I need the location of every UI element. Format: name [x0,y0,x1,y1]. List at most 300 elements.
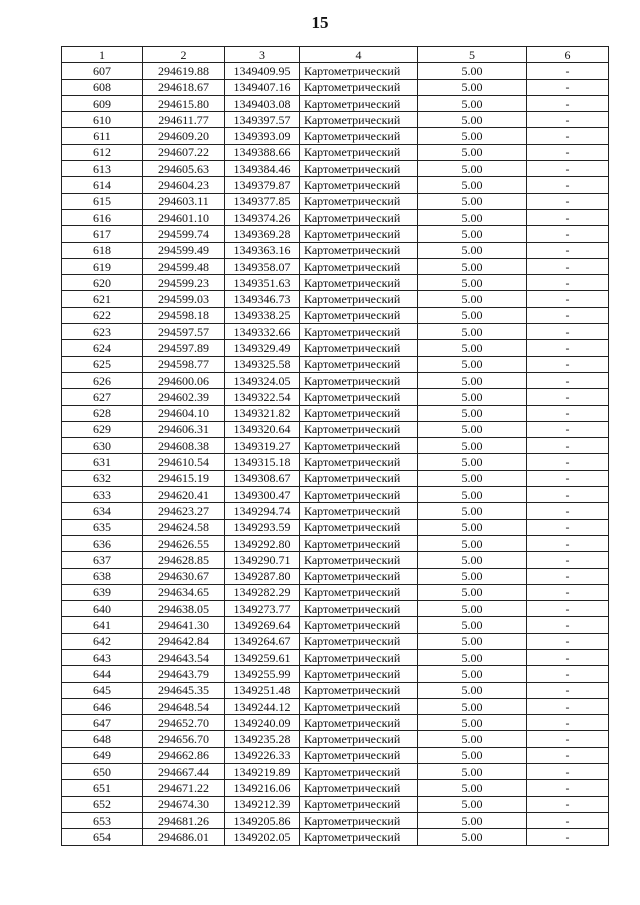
table-row [62,144,609,160]
table-cell: 1349369.28 [225,226,300,242]
table-row [62,389,609,405]
table-cell: - [527,128,609,144]
table-cell: 1349290.71 [225,552,300,568]
table-cell: Картометрический [300,95,418,111]
table-cell: 1349363.16 [225,242,300,258]
table-cell: - [527,764,609,780]
table-cell: 612 [62,144,143,160]
table-row [62,535,609,551]
table-cell: 294643.54 [143,649,225,665]
table-cell: Картометрический [300,405,418,421]
table-cell: 294645.35 [143,682,225,698]
table-cell: 5.00 [418,356,527,372]
table-cell: 631 [62,454,143,470]
table-cell: 294643.79 [143,666,225,682]
table-cell: Картометрический [300,275,418,291]
table-cell: - [527,487,609,503]
table-cell: 654 [62,829,143,845]
table-cell: - [527,242,609,258]
table-row [62,519,609,535]
table-cell: 611 [62,128,143,144]
table-cell: Картометрический [300,519,418,535]
table-cell: 294611.77 [143,112,225,128]
table-cell: 294638.05 [143,601,225,617]
table-cell: - [527,617,609,633]
table-cell: 1349251.48 [225,682,300,698]
table-cell: Картометрический [300,324,418,340]
table-cell: - [527,177,609,193]
table-cell: - [527,584,609,600]
table-cell: 5.00 [418,275,527,291]
column-header: 2 [143,47,225,63]
table-cell: - [527,79,609,95]
table-cell: 5.00 [418,796,527,812]
table-cell: 294626.55 [143,535,225,551]
table-cell: 5.00 [418,617,527,633]
table-cell: 294628.85 [143,552,225,568]
table-cell: 1349244.12 [225,698,300,714]
table-cell: Картометрический [300,372,418,388]
table-cell: - [527,307,609,323]
table-cell: 1349403.08 [225,95,300,111]
table-row [62,340,609,356]
table-cell: 646 [62,698,143,714]
table-row [62,275,609,291]
table-cell: - [527,340,609,356]
table-cell: 294604.10 [143,405,225,421]
table-cell: 1349226.33 [225,747,300,763]
table-cell: Картометрический [300,161,418,177]
table-cell: Картометрический [300,503,418,519]
table-row [62,584,609,600]
table-cell: 294599.49 [143,242,225,258]
table-cell: 5.00 [418,421,527,437]
table-row [62,682,609,698]
table-cell: 651 [62,780,143,796]
table-cell: 1349219.89 [225,764,300,780]
table-row [62,161,609,177]
table-cell: 1349346.73 [225,291,300,307]
table-cell: 624 [62,340,143,356]
table-cell: 5.00 [418,552,527,568]
table-cell: 1349407.16 [225,79,300,95]
table-cell: - [527,796,609,812]
table-cell: 294662.86 [143,747,225,763]
table-row [62,568,609,584]
table-cell: 610 [62,112,143,128]
table-cell: 1349205.86 [225,812,300,828]
table-row [62,764,609,780]
table-cell: 294656.70 [143,731,225,747]
table-row [62,487,609,503]
table-cell: Картометрический [300,617,418,633]
table-cell: 1349351.63 [225,275,300,291]
table-cell: 630 [62,438,143,454]
table-row [62,454,609,470]
table-cell: 5.00 [418,666,527,682]
table-cell: 638 [62,568,143,584]
table-cell: 5.00 [418,812,527,828]
table-cell: 617 [62,226,143,242]
table-cell: Картометрический [300,584,418,600]
table-cell: 616 [62,209,143,225]
table-cell: 5.00 [418,649,527,665]
table-cell: 1349294.74 [225,503,300,519]
table-cell: 615 [62,193,143,209]
table-cell: 608 [62,79,143,95]
table-cell: 294620.41 [143,487,225,503]
table-row [62,812,609,828]
table-cell: 294600.06 [143,372,225,388]
table-row [62,324,609,340]
table-cell: 294674.30 [143,796,225,812]
table-cell: 5.00 [418,242,527,258]
table-cell: Картометрический [300,356,418,372]
table-cell: - [527,633,609,649]
table-row [62,307,609,323]
table-cell: 5.00 [418,715,527,731]
table-cell: - [527,193,609,209]
table-row [62,470,609,486]
table-cell: Картометрический [300,421,418,437]
table-cell: - [527,209,609,225]
table-cell: 294624.58 [143,519,225,535]
table-cell: Картометрический [300,829,418,845]
table-cell: 1349235.28 [225,731,300,747]
table-cell: - [527,226,609,242]
table-row [62,226,609,242]
table-row [62,731,609,747]
table-cell: 628 [62,405,143,421]
table-cell: - [527,454,609,470]
table-row [62,715,609,731]
table-cell: 1349259.61 [225,649,300,665]
table-cell: Картометрический [300,242,418,258]
table-cell: 294667.44 [143,764,225,780]
table-cell: 1349273.77 [225,601,300,617]
table-row [62,258,609,274]
table-cell: 294652.70 [143,715,225,731]
table-cell: 294599.23 [143,275,225,291]
table-cell: 649 [62,747,143,763]
table-row [62,372,609,388]
table-row [62,747,609,763]
table-cell: Картометрический [300,698,418,714]
table-cell: Картометрический [300,193,418,209]
table-cell: Картометрический [300,307,418,323]
table-cell: Картометрический [300,535,418,551]
table-cell: 5.00 [418,519,527,535]
table-cell: 1349393.09 [225,128,300,144]
table-cell: 5.00 [418,731,527,747]
table-cell: 5.00 [418,63,527,79]
table-cell: - [527,682,609,698]
table-cell: 5.00 [418,503,527,519]
table-cell: - [527,731,609,747]
table-cell: 650 [62,764,143,780]
table-cell: - [527,601,609,617]
table-cell: 5.00 [418,470,527,486]
table-cell: 5.00 [418,584,527,600]
table-cell: - [527,258,609,274]
table-cell: Картометрический [300,812,418,828]
table-cell: - [527,829,609,845]
table-cell: 5.00 [418,324,527,340]
table-cell: 294623.27 [143,503,225,519]
table-cell: 653 [62,812,143,828]
table-cell: 645 [62,682,143,698]
header-row [62,47,609,63]
table-cell: 607 [62,63,143,79]
table-row [62,601,609,617]
table-cell: Картометрический [300,63,418,79]
table-cell: 5.00 [418,144,527,160]
table-cell: 1349329.49 [225,340,300,356]
table-cell: 1349320.64 [225,421,300,437]
table-cell: 629 [62,421,143,437]
table-cell: 1349324.05 [225,372,300,388]
table-cell: 5.00 [418,747,527,763]
table-cell: 1349374.26 [225,209,300,225]
table-cell: Картометрический [300,764,418,780]
table-cell: 1349212.39 [225,796,300,812]
table-cell: Картометрический [300,552,418,568]
table-cell: Картометрический [300,454,418,470]
table-cell: 1349240.09 [225,715,300,731]
table-cell: 1349409.95 [225,63,300,79]
table-cell: 1349293.59 [225,519,300,535]
coordinates-table [61,46,609,846]
table-cell: Картометрический [300,438,418,454]
table-cell: 652 [62,796,143,812]
table-cell: 1349379.87 [225,177,300,193]
page-number: 15 [311,13,329,32]
table-cell: 294630.67 [143,568,225,584]
table-cell: - [527,552,609,568]
table-cell: - [527,112,609,128]
table-cell: 294671.22 [143,780,225,796]
table-cell: 5.00 [418,161,527,177]
table-cell: - [527,144,609,160]
table-row [62,128,609,144]
table-cell: Картометрический [300,633,418,649]
table-cell: 294598.18 [143,307,225,323]
table-cell: - [527,519,609,535]
table-cell: 5.00 [418,389,527,405]
table-cell: 647 [62,715,143,731]
table-cell: 632 [62,470,143,486]
table-cell: 621 [62,291,143,307]
table-row [62,503,609,519]
table-cell: - [527,535,609,551]
table-cell: 294607.22 [143,144,225,160]
table-row [62,112,609,128]
table-cell: Картометрический [300,112,418,128]
table-row [62,666,609,682]
table-cell: Картометрический [300,780,418,796]
table-cell: 614 [62,177,143,193]
table-cell: 639 [62,584,143,600]
table-cell: 5.00 [418,193,527,209]
table-cell: 634 [62,503,143,519]
table-row [62,63,609,79]
column-header: 5 [418,47,527,63]
table-cell: Картометрический [300,601,418,617]
table-row [62,633,609,649]
table-cell: Картометрический [300,747,418,763]
table-cell: 1349269.64 [225,617,300,633]
table-cell: 294615.19 [143,470,225,486]
table-cell: 643 [62,649,143,665]
table-cell: 5.00 [418,291,527,307]
table-cell: 5.00 [418,95,527,111]
table-row [62,291,609,307]
table-cell: 627 [62,389,143,405]
table-cell: 1349216.06 [225,780,300,796]
table-cell: 5.00 [418,79,527,95]
table-cell: - [527,715,609,731]
table-cell: - [527,666,609,682]
table-cell: 609 [62,95,143,111]
table-cell: 1349264.67 [225,633,300,649]
table-row [62,829,609,845]
table-cell: 294603.11 [143,193,225,209]
table-cell: Картометрический [300,389,418,405]
table-cell: Картометрический [300,79,418,95]
table-cell: 294606.31 [143,421,225,437]
table-cell: 1349255.99 [225,666,300,682]
table-cell: 613 [62,161,143,177]
table-cell: 1349358.07 [225,258,300,274]
table-cell: 5.00 [418,487,527,503]
table-row [62,438,609,454]
table-cell: Картометрический [300,209,418,225]
table-cell: 294605.63 [143,161,225,177]
table-cell: 294641.30 [143,617,225,633]
table-row [62,796,609,812]
table-cell: 637 [62,552,143,568]
table-cell: - [527,698,609,714]
table-cell: 1349282.29 [225,584,300,600]
table-cell: 294599.74 [143,226,225,242]
table-cell: - [527,503,609,519]
table-cell: 294604.23 [143,177,225,193]
table-cell: 5.00 [418,535,527,551]
table-cell: 294681.26 [143,812,225,828]
table-cell: 644 [62,666,143,682]
table-cell: 294642.84 [143,633,225,649]
table-row [62,209,609,225]
table-cell: 5.00 [418,601,527,617]
table-cell: Картометрический [300,258,418,274]
table-cell: 642 [62,633,143,649]
table-cell: 5.00 [418,405,527,421]
table-cell: 1349325.58 [225,356,300,372]
table-cell: 294598.77 [143,356,225,372]
table-cell: Картометрический [300,682,418,698]
table-cell: 1349319.27 [225,438,300,454]
table-cell: - [527,470,609,486]
table-row [62,356,609,372]
column-header: 4 [300,47,418,63]
table-cell: 5.00 [418,112,527,128]
table-cell: 294615.80 [143,95,225,111]
table-cell: 635 [62,519,143,535]
table-cell: - [527,812,609,828]
table-cell: 640 [62,601,143,617]
table-row [62,552,609,568]
column-header: 3 [225,47,300,63]
table-cell: Картометрический [300,470,418,486]
table-cell: 5.00 [418,682,527,698]
table-cell: 1349322.54 [225,389,300,405]
table-cell: 5.00 [418,372,527,388]
table-cell: 5.00 [418,780,527,796]
table-cell: 625 [62,356,143,372]
table-row [62,405,609,421]
table-cell: - [527,568,609,584]
table-cell: 294648.54 [143,698,225,714]
table-cell: - [527,291,609,307]
table-cell: 294601.10 [143,209,225,225]
table-cell: 294686.01 [143,829,225,845]
table-cell: 294602.39 [143,389,225,405]
table-cell: 1349315.18 [225,454,300,470]
table-cell: Картометрический [300,715,418,731]
table-cell: 648 [62,731,143,747]
table-cell: 294599.03 [143,291,225,307]
table-cell: Картометрический [300,487,418,503]
table-cell: Картометрический [300,649,418,665]
table-cell: 5.00 [418,764,527,780]
table-cell: 294619.88 [143,63,225,79]
table-cell: 294634.65 [143,584,225,600]
table-cell: - [527,63,609,79]
table-cell: - [527,275,609,291]
table-cell: - [527,747,609,763]
table-cell: 294618.67 [143,79,225,95]
table-cell: 641 [62,617,143,633]
table-cell: 1349377.85 [225,193,300,209]
table-cell: - [527,649,609,665]
table-cell: 1349332.66 [225,324,300,340]
table-cell: 5.00 [418,307,527,323]
table-cell: Картометрический [300,177,418,193]
table-cell: Картометрический [300,731,418,747]
table-cell: Картометрический [300,226,418,242]
table-cell: 5.00 [418,454,527,470]
table-cell: 1349321.82 [225,405,300,421]
table-cell: 633 [62,487,143,503]
table-cell: 294608.38 [143,438,225,454]
table-row [62,79,609,95]
table-cell: 1349287.80 [225,568,300,584]
table-row [62,698,609,714]
table-cell: 294599.48 [143,258,225,274]
table-cell: Картометрический [300,796,418,812]
table-row [62,421,609,437]
table-cell: 1349202.05 [225,829,300,845]
table-cell: 294597.89 [143,340,225,356]
table-cell: 1349338.25 [225,307,300,323]
table-cell: 619 [62,258,143,274]
table-cell: 5.00 [418,568,527,584]
table-cell: Картометрический [300,568,418,584]
table-cell: 626 [62,372,143,388]
table-row [62,617,609,633]
table-cell: 623 [62,324,143,340]
table-row [62,193,609,209]
